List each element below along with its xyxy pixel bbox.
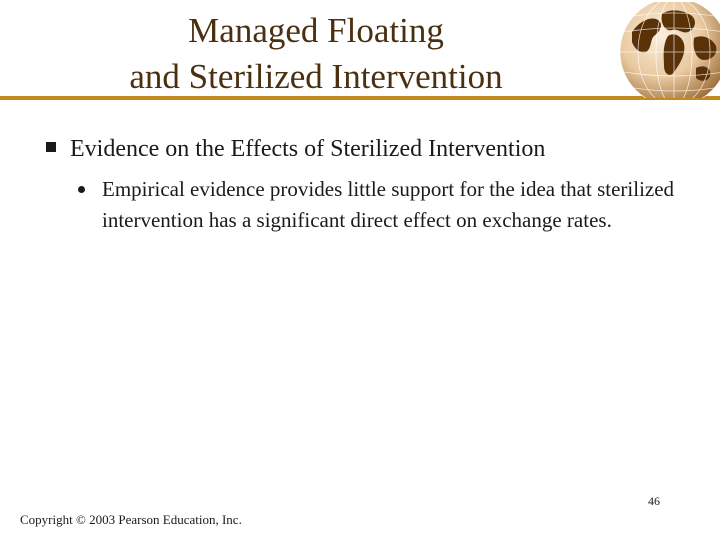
dot-bullet-icon [78,186,85,193]
page-number: 46 [648,494,660,508]
bullet-level-1-text: Evidence on the Effects of Sterilized Intervention [70,136,546,162]
title-line-1: Managed Floating [188,11,444,50]
copyright-notice: Copyright © 2003 Pearson Education, Inc. [20,512,242,527]
title-line-2: and Sterilized Intervention [129,57,503,96]
square-bullet-icon [46,142,56,152]
slide-title [60,8,572,100]
globe-icon [612,2,720,98]
bullet-level-2-text: Empirical evidence provides little support for the idea that sterilized intervention has a significant direct effect on exchange rates. [102,177,675,232]
